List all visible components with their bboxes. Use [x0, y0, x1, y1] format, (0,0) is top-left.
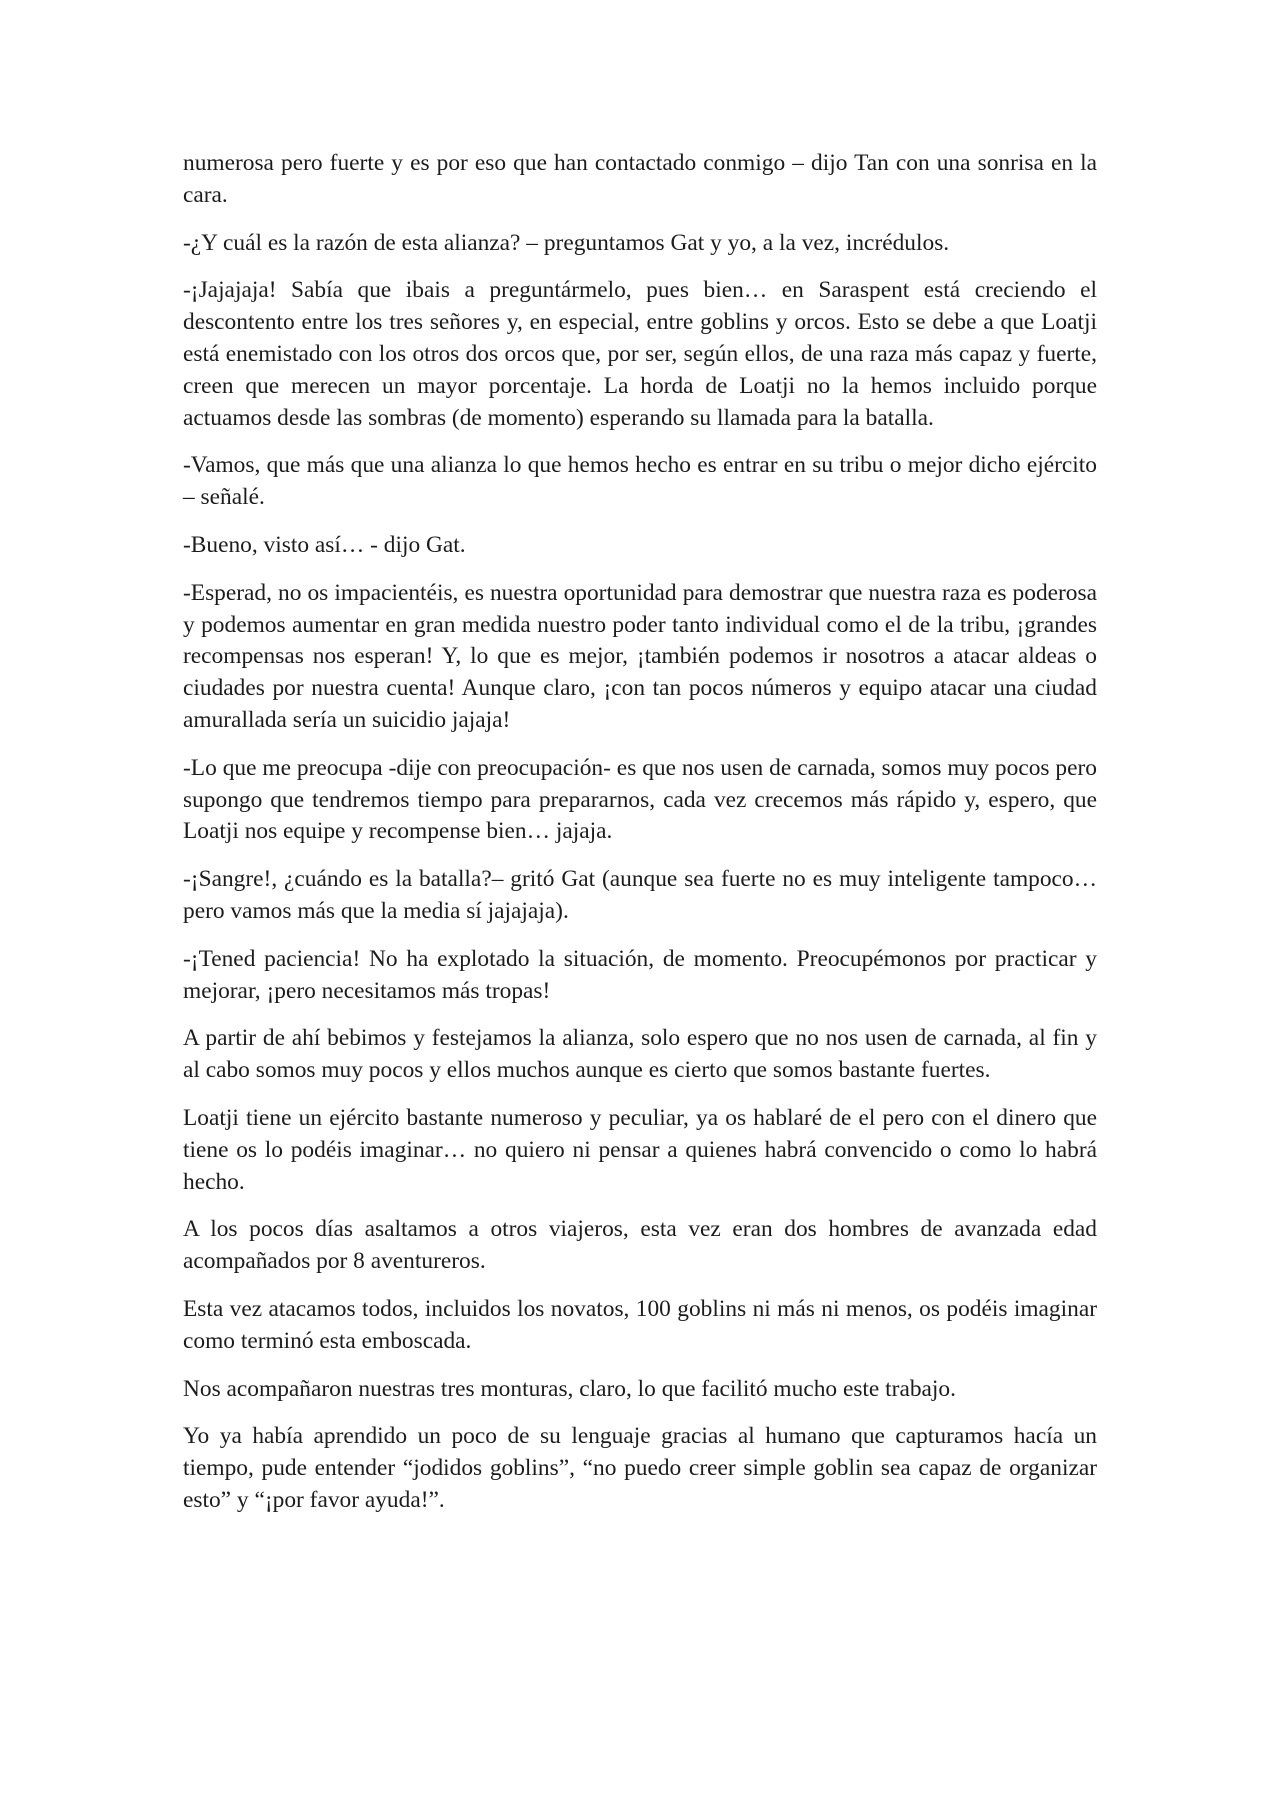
paragraph: -¡Tened paciencia! No ha explotado la situación, de momento. Preocupémonos por practicar y mejorar, ¡pero necesitamos más tropas! — [183, 945, 1097, 1004]
paragraph: A los pocos días asaltamos a otros viajeros, esta vez eran dos hombres de avanzada edad acompañados por 8 aventureros. — [183, 1216, 1097, 1275]
paragraph: A partir de ahí bebimos y festejamos la alianza, solo espero que no nos usen de carnada, al fin y al cabo somos muy pocos y ellos muchos aunque es cierto que somos bastante fuertes. — [183, 1025, 1097, 1084]
document-body — [183, 148, 1097, 1533]
paragraph: -¿Y cuál es la razón de esta alianza? – preguntamos Gat y yo, a la vez, incrédulos. — [183, 229, 950, 256]
paragraph: numerosa pero fuerte y es por eso que han contactado conmigo – dijo Tan con una sonrisa en la cara. — [183, 150, 1097, 208]
paragraph: Loatji tiene un ejército bastante numeroso y peculiar, ya os hablaré de el pero con el dinero que tiene os lo podéis imaginar… no quiero ni pensar a quienes habrá convencido o como lo habrá hecho. — [183, 1104, 1097, 1195]
paragraph: Esta vez atacamos todos, incluidos los novatos, 100 goblins ni más ni menos, os podéis imaginar como terminó esta emboscada. — [183, 1295, 1097, 1354]
paragraph: -¡Sangre!, ¿cuándo es la batalla?– gritó Gat (aunque sea fuerte no es muy inteligente tampoco… pero vamos más que la media sí jajajaja). — [183, 866, 1097, 924]
paragraph: -Esperad, no os impacientéis, es nuestra oportunidad para demostrar que nuestra raza es poderosa y podemos aumentar en gran medida nuestro poder tanto individual como el de la tribu, ¡grandes recompensas nos esperan! Y, lo que es mejor, ¡también podemos ir nosotros a atacar aldeas o ciudades por nuestra cuenta! Aunque claro, ¡con tan pocos números y equipo atacar una ciudad amurallada sería un suicidio jajaja! — [183, 579, 1097, 733]
paragraph: -¡Jajajaja! Sabía que ibais a preguntármelo, pues bien… en Saraspent está creciendo el descontento entre los tres señores y, en especial, entre goblins y orcos. Esto se debe a que Loatji está enemistado con los otros dos orcos que, por ser, según ellos, de una raza más capaz y fuerte, creen que merecen un mayor porcentaje. La horda de Loatji no la hemos incluido porque actuamos desde las sombras (de momento) esperando su llamada para la batalla. — [183, 277, 1097, 431]
paragraph: -Lo que me preocupa -dije con preocupación- es que nos usen de carnada, somos muy pocos pero supongo que tendremos tiempo para prepararnos, cada vez crecemos más rápido y, espero, que Loatji nos equipe y recompense bien… jajaja. — [183, 754, 1097, 845]
paragraph: Nos acompañaron nuestras tres monturas, claro, lo que facilitó mucho este trabajo. — [183, 1375, 956, 1402]
paragraph: -Bueno, visto así… - dijo Gat. — [183, 531, 466, 558]
paragraph: -Vamos, que más que una alianza lo que hemos hecho es entrar en su tribu o mejor dicho ejército – señalé. — [183, 452, 1097, 511]
paragraph: Yo ya había aprendido un poco de su lenguaje gracias al humano que capturamos hacía un tiempo, pude entender “jodidos goblins”, “no puedo creer simple goblin sea capaz de organizar esto” y “¡por favor ayuda!”. — [183, 1423, 1097, 1513]
